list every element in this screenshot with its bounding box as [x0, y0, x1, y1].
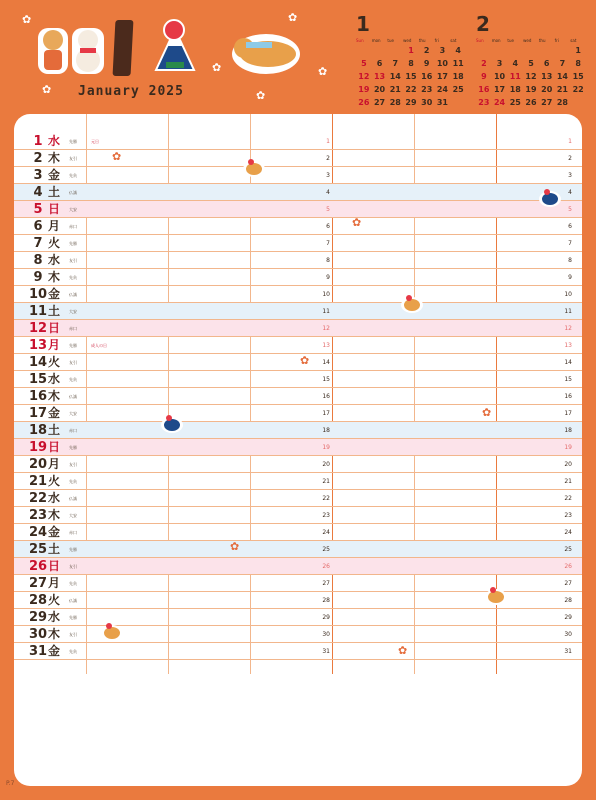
day-number-mid: 13	[322, 342, 330, 349]
mini-calendar-day: 8	[408, 59, 414, 68]
day-number: 17	[28, 406, 48, 421]
day-number: 3	[33, 168, 43, 183]
day-row[interactable]	[14, 354, 582, 371]
blank-cell	[507, 46, 523, 56]
weekday-label: sat	[450, 38, 457, 43]
weekday: 水	[47, 253, 60, 267]
day-number: 9	[33, 270, 43, 285]
day-row[interactable]	[14, 337, 582, 354]
mini-calendar-day: 19	[525, 85, 537, 94]
day-number-mid: 4	[326, 189, 330, 196]
day-number: 16	[28, 389, 48, 404]
mini-calendar-day: 24	[436, 85, 448, 94]
day-number-right: 22	[564, 495, 572, 502]
shiba-snowman-sticker	[242, 158, 266, 178]
day-number: 22	[28, 491, 48, 506]
weekday-label: thu	[538, 38, 546, 43]
rokuyo-label: 仏滅	[69, 598, 77, 603]
rokuyo-label: 先勝	[69, 547, 77, 552]
mini-calendar-day: 25	[452, 85, 464, 94]
day-number-right: 9	[568, 274, 572, 281]
weekday: 金	[47, 644, 60, 658]
day-number-mid: 21	[322, 478, 330, 485]
day-number-mid: 20	[322, 461, 330, 468]
weekday: 月	[47, 457, 60, 471]
weekday: 日	[47, 321, 60, 335]
mini-calendar-day: 25	[509, 98, 521, 107]
mini-calendar-day: 5	[528, 59, 534, 68]
day-number-right: 12	[564, 325, 572, 332]
holiday-note: 成人の日	[91, 343, 107, 348]
rokuyo-label: 先勝	[69, 241, 77, 246]
weekday-label: tue	[507, 38, 514, 43]
weekday: 金	[47, 525, 60, 539]
month-numeral-large	[113, 20, 134, 76]
mini-calendar-day: 12	[525, 72, 537, 81]
mini-calendar-day: 5	[361, 59, 367, 68]
flower-icon: ✿	[212, 61, 222, 74]
mini-calendar-day: 23	[421, 85, 433, 94]
day-row[interactable]	[14, 286, 582, 303]
day-number-mid: 30	[322, 631, 330, 638]
mini-calendar-day: 13	[541, 72, 553, 81]
mini-calendar-day: 2	[481, 59, 487, 68]
day-number: 15	[28, 372, 48, 387]
day-number: 26	[28, 559, 48, 574]
day-number-mid: 5	[326, 206, 330, 213]
day-number: 6	[33, 219, 43, 234]
rokuyo-label: 先負	[69, 581, 77, 586]
flower-icon: ✿	[112, 150, 122, 163]
day-number-mid: 1	[326, 138, 330, 145]
day-number-right: 30	[564, 631, 572, 638]
shiba-dog-illustration	[226, 28, 302, 78]
rokuyo-label: 大安	[69, 207, 77, 212]
mini-calendar-day: 19	[358, 85, 370, 94]
weekday-label: wed	[523, 38, 532, 43]
mini-calendar-day: 16	[421, 72, 433, 81]
day-number-mid: 27	[322, 580, 330, 587]
mini-calendar-weekdays	[356, 38, 466, 46]
flower-icon: ✿	[42, 83, 52, 96]
rokuyo-label: 友引	[69, 632, 77, 637]
day-number-right: 23	[564, 512, 572, 519]
mini-calendar-day: 7	[559, 59, 566, 68]
day-row[interactable]	[14, 201, 582, 218]
rokuyo-label: 赤口	[69, 428, 77, 433]
day-number-right: 13	[564, 342, 572, 349]
rokuyo-label: 赤口	[69, 326, 77, 331]
day-number: 24	[28, 525, 48, 540]
weekday: 金	[47, 406, 60, 420]
day-row[interactable]	[14, 541, 582, 558]
day-row[interactable]	[14, 218, 582, 235]
shiba-running-sticker	[400, 294, 424, 314]
mini-calendar-day: 21	[389, 85, 401, 94]
mini-calendar-day: 27	[373, 98, 386, 107]
rokuyo-label: 先勝	[69, 343, 77, 348]
mini-calendar-day: 9	[481, 72, 487, 81]
day-row[interactable]	[14, 167, 582, 184]
mini-calendar-day: 23	[478, 98, 490, 107]
mini-calendar-day: 6	[376, 59, 383, 68]
day-number: 28	[28, 593, 48, 608]
fuji-sticker	[538, 188, 562, 208]
rokuyo-label: 仏滅	[69, 292, 77, 297]
mini-calendar-day: 3	[439, 46, 446, 55]
mini-calendar-day: 8	[575, 59, 581, 68]
fuji-sticker	[160, 414, 184, 434]
rokuyo-label: 先負	[69, 649, 77, 654]
rokuyo-label: 先負	[69, 377, 77, 382]
blank-cell	[372, 46, 388, 56]
weekday-label: thu	[418, 38, 426, 43]
rokuyo-label: 仏滅	[69, 496, 77, 501]
day-number-right: 26	[564, 563, 572, 570]
day-number-right: 1	[568, 138, 572, 145]
day-row[interactable]	[14, 320, 582, 337]
mini-calendar-day: 13	[373, 72, 386, 81]
rokuyo-label: 仏滅	[69, 394, 77, 399]
flower-icon: ✿	[22, 13, 32, 26]
day-number-mid: 22	[322, 495, 330, 502]
weekday: 木	[47, 270, 60, 284]
mini-calendar-day: 10	[493, 72, 506, 81]
day-number-mid: 6	[326, 223, 330, 230]
weekday: 月	[47, 576, 60, 590]
rokuyo-label: 先勝	[69, 139, 77, 144]
day-number-mid: 28	[322, 597, 330, 604]
mini-calendar-january	[356, 14, 466, 108]
day-number: 31	[28, 644, 48, 659]
kids-illustration	[36, 20, 106, 76]
day-number-right: 14	[564, 359, 572, 366]
weekday-label: sat	[570, 38, 577, 43]
rokuyo-label: 友引	[69, 258, 77, 263]
day-row[interactable]	[14, 558, 582, 575]
day-number: 4	[33, 185, 43, 200]
mini-calendar-day: 28	[556, 98, 568, 107]
day-number-mid: 29	[322, 614, 330, 621]
day-number: 19	[28, 440, 48, 455]
day-number-mid: 19	[322, 444, 330, 451]
rokuyo-label: 先勝	[69, 615, 77, 620]
mini-calendar-grid	[476, 46, 586, 108]
mini-calendar-day: 1	[408, 46, 414, 55]
mini-calendar-day: 29	[405, 98, 417, 107]
flower-icon: ✿	[300, 354, 310, 367]
flower-icon: ✿	[230, 540, 240, 553]
day-number: 10	[28, 287, 48, 302]
blank-cell	[555, 46, 571, 56]
mini-calendar-day: 14	[556, 72, 568, 81]
mini-calendar-day: 15	[572, 72, 584, 81]
flower-icon: ✿	[256, 89, 266, 102]
mini-calendar-day: 17	[436, 72, 448, 81]
day-number-right: 11	[564, 308, 572, 315]
weekday-label: tue	[387, 38, 394, 43]
mini-calendar-day: 2	[423, 46, 430, 55]
day-number-right: 20	[564, 461, 572, 468]
day-number-right: 29	[564, 614, 572, 621]
day-number: 21	[28, 474, 48, 489]
weekday-label: fri	[434, 38, 439, 43]
day-row[interactable]	[14, 269, 582, 286]
day-number: 30	[28, 627, 48, 642]
mount-fuji-illustration	[152, 18, 198, 74]
weekday-label: wed	[403, 38, 412, 43]
day-number: 18	[28, 423, 48, 438]
blank-cell	[356, 46, 372, 56]
mini-calendar-day: 17	[493, 85, 506, 94]
mini-calendar-day: 30	[421, 98, 433, 107]
mini-calendar-day: 20	[541, 85, 553, 94]
flower-icon: ✿	[288, 11, 298, 24]
rokuyo-label: 先勝	[69, 445, 77, 450]
day-number-mid: 31	[322, 648, 330, 655]
schedule-panel	[14, 114, 582, 786]
day-number-right: 17	[564, 410, 572, 417]
day-row[interactable]	[14, 252, 582, 269]
blank-cell	[523, 46, 539, 56]
mini-calendar-day: 4	[455, 46, 461, 55]
day-number-mid: 9	[326, 274, 330, 281]
day-number-mid: 15	[322, 376, 330, 383]
day-number: 23	[28, 508, 48, 523]
weekday: 火	[47, 474, 60, 488]
day-number: 11	[28, 304, 48, 319]
day-number: 5	[33, 202, 43, 217]
weekday: 土	[47, 185, 60, 199]
weekday: 金	[47, 287, 60, 301]
weekday: 土	[47, 542, 60, 556]
mini-calendar-day: 4	[512, 59, 519, 68]
day-number-mid: 23	[322, 512, 330, 519]
day-number-mid: 14	[322, 359, 330, 366]
mini-calendar-day: 26	[525, 98, 537, 107]
day-number-right: 24	[564, 529, 572, 536]
day-number-mid: 16	[322, 393, 330, 400]
day-row[interactable]	[14, 473, 582, 490]
day-row[interactable]	[14, 643, 582, 660]
flower-icon: ✿	[318, 65, 328, 78]
day-number-right: 2	[568, 155, 572, 162]
rokuyo-label: 友引	[69, 462, 77, 467]
flower-icon: ✿	[398, 644, 408, 657]
weekday-label: mon	[491, 38, 501, 43]
flower-icon: ✿	[482, 406, 492, 419]
day-number-mid: 11	[322, 308, 330, 315]
weekday: 火	[47, 593, 60, 607]
day-number-right: 18	[564, 427, 572, 434]
weekday-label: Sun	[476, 38, 484, 43]
mini-calendar-month: 1	[356, 12, 370, 36]
day-row[interactable]	[14, 184, 582, 201]
weekday: 水	[47, 610, 60, 624]
day-number: 7	[33, 236, 43, 251]
mini-calendar-day: 14	[389, 72, 401, 81]
rokuyo-label: 大安	[69, 411, 77, 416]
shiba-snowman-sticker	[484, 586, 508, 606]
day-number: 2	[33, 151, 43, 166]
rokuyo-label: 友引	[69, 156, 77, 161]
day-number-right: 7	[568, 240, 572, 247]
rokuyo-label: 赤口	[69, 224, 77, 229]
blank-cell	[387, 46, 403, 56]
mini-calendar-february	[476, 14, 586, 108]
mini-calendar-day: 22	[572, 85, 584, 94]
rokuyo-label: 友引	[69, 564, 77, 569]
mini-calendar-weekdays	[476, 38, 586, 46]
day-number-right: 21	[564, 478, 572, 485]
weekday: 日	[47, 440, 60, 454]
day-number-right: 25	[564, 546, 572, 553]
mini-calendar-day: 22	[405, 85, 417, 94]
day-row[interactable]	[14, 456, 582, 473]
day-number: 27	[28, 576, 48, 591]
day-row[interactable]	[14, 422, 582, 439]
page-number: P.7	[6, 780, 15, 787]
weekday: 土	[47, 304, 60, 318]
mini-calendar-day: 27	[541, 98, 553, 107]
rokuyo-label: 大安	[69, 513, 77, 518]
page-title: January 2025	[78, 84, 184, 99]
day-number-right: 5	[568, 206, 572, 213]
blank-cell	[539, 46, 555, 56]
day-number-right: 31	[564, 648, 572, 655]
mini-calendar-month: 2	[476, 12, 490, 36]
mini-calendar-day: 12	[358, 72, 370, 81]
rokuyo-label: 先負	[69, 173, 77, 178]
day-number-right: 15	[564, 376, 572, 383]
mini-calendar-day: 15	[405, 72, 417, 81]
mini-calendar-day: 11	[452, 59, 464, 68]
holiday-note: 元日	[91, 139, 99, 144]
day-number: 14	[28, 355, 48, 370]
day-row[interactable]	[14, 150, 582, 167]
weekday: 日	[47, 202, 60, 216]
mini-calendar-day: 18	[509, 85, 521, 94]
weekday: 木	[47, 508, 60, 522]
day-number: 1	[33, 134, 43, 149]
day-number: 20	[28, 457, 48, 472]
mini-calendar-day: 18	[452, 72, 464, 81]
rokuyo-label: 先負	[69, 275, 77, 280]
rokuyo-label: 仏滅	[69, 190, 77, 195]
mini-calendar-day: 21	[556, 85, 568, 94]
day-row[interactable]	[14, 388, 582, 405]
rokuyo-label: 友引	[69, 360, 77, 365]
day-row[interactable]	[14, 507, 582, 524]
rokuyo-label: 先負	[69, 479, 77, 484]
weekday: 木	[47, 151, 60, 165]
day-number-mid: 25	[322, 546, 330, 553]
rokuyo-label: 大安	[69, 309, 77, 314]
weekday: 水	[47, 372, 60, 386]
weekday-label: Sun	[356, 38, 364, 43]
mini-calendar-day: 16	[478, 85, 490, 94]
day-number-right: 6	[568, 223, 572, 230]
mini-calendar-day: 26	[358, 98, 370, 107]
mini-calendar-day: 7	[392, 59, 399, 68]
day-number: 12	[28, 321, 48, 336]
weekday: 木	[47, 389, 60, 403]
weekday: 木	[47, 627, 60, 641]
day-row[interactable]	[14, 524, 582, 541]
weekday: 土	[47, 423, 60, 437]
weekday: 水	[47, 491, 60, 505]
blank-cell	[492, 46, 508, 56]
flower-icon: ✿	[352, 216, 362, 229]
day-number-mid: 26	[322, 563, 330, 570]
day-number-mid: 18	[322, 427, 330, 434]
day-row[interactable]	[14, 133, 582, 150]
weekday: 日	[47, 559, 60, 573]
day-number-mid: 7	[326, 240, 330, 247]
mini-calendar-grid	[356, 46, 466, 108]
mini-calendar-day: 24	[493, 98, 506, 107]
day-number-mid: 10	[322, 291, 330, 298]
mini-calendar-day: 11	[509, 72, 521, 81]
day-number-right: 28	[564, 597, 572, 604]
weekday: 火	[47, 236, 60, 250]
day-number-mid: 24	[322, 529, 330, 536]
day-number-right: 19	[564, 444, 572, 451]
mini-calendar-day: 31	[436, 98, 448, 107]
day-number-right: 4	[568, 189, 572, 196]
day-number-mid: 17	[322, 410, 330, 417]
blank-cell	[476, 46, 492, 56]
shiba-running-sticker	[100, 622, 124, 642]
mini-calendar-day: 28	[389, 98, 401, 107]
weekday: 月	[47, 219, 60, 233]
day-number-mid: 2	[326, 155, 330, 162]
weekday-label: mon	[371, 38, 381, 43]
weekday: 月	[47, 338, 60, 352]
mini-calendar-day: 9	[423, 59, 430, 68]
day-number-mid: 8	[326, 257, 330, 264]
day-row[interactable]	[14, 235, 582, 252]
mini-calendar-day: 6	[543, 59, 550, 68]
day-number: 25	[28, 542, 48, 557]
day-number-right: 16	[564, 393, 572, 400]
day-number-right: 3	[568, 172, 572, 179]
mini-calendar-day: 20	[373, 85, 386, 94]
weekday: 水	[47, 134, 60, 148]
weekday: 金	[47, 168, 60, 182]
day-row[interactable]	[14, 439, 582, 456]
mini-calendar-day: 1	[575, 46, 581, 55]
day-number-right: 8	[568, 257, 572, 264]
day-row[interactable]	[14, 303, 582, 320]
mini-calendar-day: 10	[436, 59, 448, 68]
day-number: 8	[33, 253, 43, 268]
rokuyo-label: 赤口	[69, 530, 77, 535]
day-number-right: 27	[564, 580, 572, 587]
day-number-mid: 3	[326, 172, 330, 179]
day-number: 13	[28, 338, 48, 353]
day-number-mid: 12	[322, 325, 330, 332]
weekday-label: fri	[554, 38, 559, 43]
day-row[interactable]	[14, 490, 582, 507]
day-row[interactable]	[14, 371, 582, 388]
day-row[interactable]	[14, 405, 582, 422]
day-number-right: 10	[564, 291, 572, 298]
weekday: 火	[47, 355, 60, 369]
mini-calendar-day: 3	[496, 59, 503, 68]
day-number: 29	[28, 610, 48, 625]
